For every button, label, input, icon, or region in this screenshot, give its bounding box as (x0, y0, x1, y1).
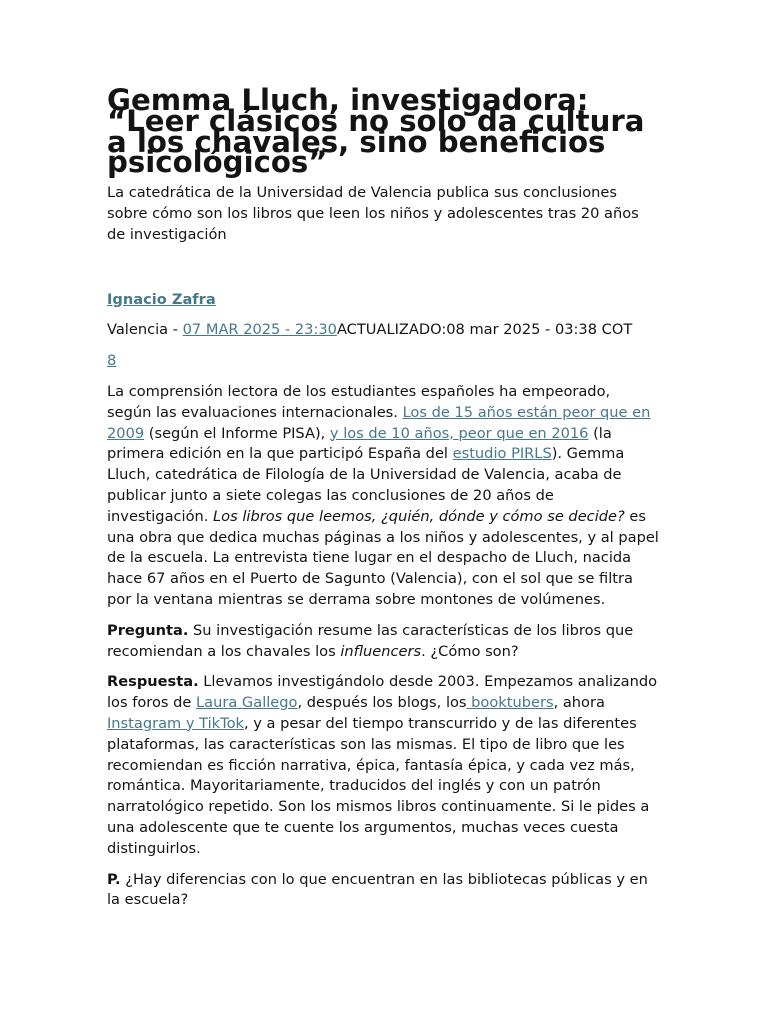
question-paragraph-1 (107, 621, 659, 663)
p1-text-4: ). Gemma Lluch, catedrática de Filología de la Universidad de Valencia, acaba de publicar junto a siete colegas las conclusiones de 20 años de investigación. (107, 445, 625, 525)
p1-text-2: (según el Informe PISA), (144, 424, 330, 442)
p1-text-3: (la primera edición en la que participó España del (107, 424, 612, 463)
dateline (107, 320, 659, 341)
p3-text-3: , ahora (553, 694, 605, 712)
article (107, 83, 659, 911)
intro-paragraph (107, 382, 659, 611)
p2-text-2: . ¿Cómo son? (421, 642, 519, 660)
pisa-2009-link[interactable]: Los de 15 años están peor que en 2009 (107, 403, 651, 442)
published-date-link[interactable]: 07 MAR 2025 - 23:30 (182, 321, 337, 339)
estudio-pirls-link[interactable]: estudio PIRLS (452, 445, 552, 463)
book-title: Los libros que leemos, ¿quién, dónde y cómo se decide? (213, 507, 625, 525)
p1-text-1: La comprensión lectora de los estudiantes españoles ha empeorado, según las evaluaciones internacionales. (107, 382, 611, 421)
article-headline: Gemma Lluch, investigadora: “Leer clásicos no solo da cultura a los chavales, sino beneficios psicológicos” (107, 83, 645, 180)
question-paragraph-2 (107, 870, 659, 912)
answer-paragraph-1 (107, 672, 659, 859)
author-byline (107, 290, 659, 311)
pirls-2016-link[interactable]: y los de 10 años, peor que en 2016 (329, 424, 589, 442)
p4-text-1: ¿Hay diferencias con lo que encuentran en las bibliotecas públicas y en la escuela? (107, 870, 648, 909)
comments-link[interactable]: 8 (107, 352, 117, 370)
updated-date: ACTUALIZADO:08 mar 2025 - 03:38 COT (336, 321, 633, 339)
influencers-term: influencers (340, 642, 422, 660)
booktubers-link[interactable]: booktubers (466, 694, 554, 712)
author-link[interactable]: Ignacio Zafra (107, 290, 216, 308)
question-label-short: P. (107, 870, 121, 888)
p1-text-5: es una obra que dedica muchas páginas a los niños y adolescentes, y al papel de la escuela. La entrevista tiene lugar en el despacho de Lluch, nacida hace 67 años en el Puerto de Sagunto (Valencia), con el sol que se filtra por la ventana mientras se derrama sobre montones de volúmenes. (107, 507, 659, 608)
comments-count (107, 351, 659, 372)
instagram-tiktok-link[interactable]: Instagram y TikTok (107, 714, 244, 732)
article-subtitle: La catedrática de la Universidad de Valencia publica sus conclusiones sobre cómo son los libros que leen los niños y adolescentes tras 20 años de investigación (107, 184, 639, 243)
p3-text-1: Llevamos investigándolo desde 2003. Empezamos analizando los foros de (107, 673, 658, 712)
question-label: Pregunta. (107, 621, 189, 639)
p3-text-2: , después los blogs, los (297, 694, 467, 712)
p3-text-4: , y a pesar del tiempo transcurrido y de las diferentes plataformas, las características son las mismas. El tipo de libro que les recomiendan es ficción narrativa, épica, fantasía épica, y cada vez más, romántica. Mayoritariamente, traducidos del inglés y con un patrón narratológico repetido. Son los mismos libros continuamente. Si le pides a una adolescente que te cuente los argumentos, muchas veces cuesta distinguirlos. (107, 714, 650, 857)
answer-label: Respuesta. (107, 673, 199, 691)
laura-gallego-link[interactable]: Laura Gallego (196, 694, 298, 712)
p2-text-1: Su investigación resume las características de los libros que recomiendan a los chavales los (107, 621, 634, 660)
dateline-location: Valencia - (107, 321, 183, 339)
